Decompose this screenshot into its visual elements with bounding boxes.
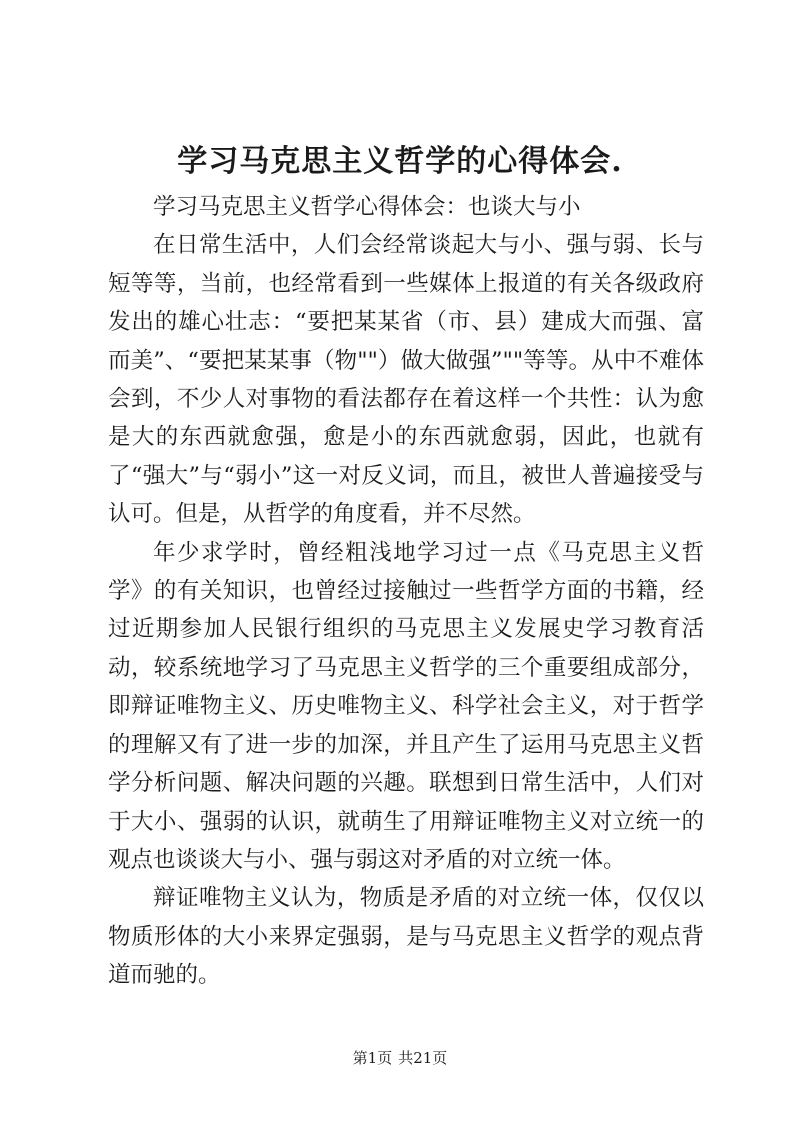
- subtitle-paragraph: 学习马克思主义哲学心得体会：也谈大与小: [153, 194, 581, 220]
- document-body: [108, 188, 704, 995]
- page-footer: [0, 1048, 800, 1068]
- page-number: 第1页: [352, 1049, 393, 1067]
- body-paragraph-1: 在日常生活中，人们会经常谈起大与小、强与弱、长与短等等，当前，也经常看到一些媒体上报道的有关各级政府发出的雄心壮志：“要把某某省（市、县）建成大而强、富而美”、“要把某某事（物""）做大做强”""等等。从中不难体会到，不少人对事物的看法都存在着这样一个共性：认为愈是大的东西就愈强，愈是小的东西就愈弱，因此，也就有了“强大”与“弱小”这一对反义词，而且，被世人普遍接受与认可。但是，从哲学的角度看，并不尽然。: [108, 232, 704, 528]
- body-paragraph-3: 辩证唯物主义认为，物质是矛盾的对立统一体，仅仅以物质形体的大小来界定强弱，是与马克思主义哲学的观点背道而驰的。: [108, 885, 704, 989]
- page-total: 共21页: [398, 1049, 448, 1067]
- body-paragraph-2: 年少求学时，曾经粗浅地学习过一点《马克思主义哲学》的有关知识，也曾经过接触过一些哲学方面的书籍，经过近期参加人民银行组织的马克思主义发展史学习教育活动，较系统地学习了马克思主义哲学的三个重要组成部分，即辩证唯物主义、历史唯物主义、科学社会主义，对于哲学的理解又有了进一步的加深，并且产生了运用马克思主义哲学分析问题、解决问题的兴趣。联想到日常生活中，人们对于大小、强弱的认识，就萌生了用辩证唯物主义对立统一的观点也谈谈大与小、强与弱这对矛盾的对立统一体。: [108, 539, 704, 873]
- page-title: 学习马克思主义哲学的心得体会.: [177, 144, 623, 179]
